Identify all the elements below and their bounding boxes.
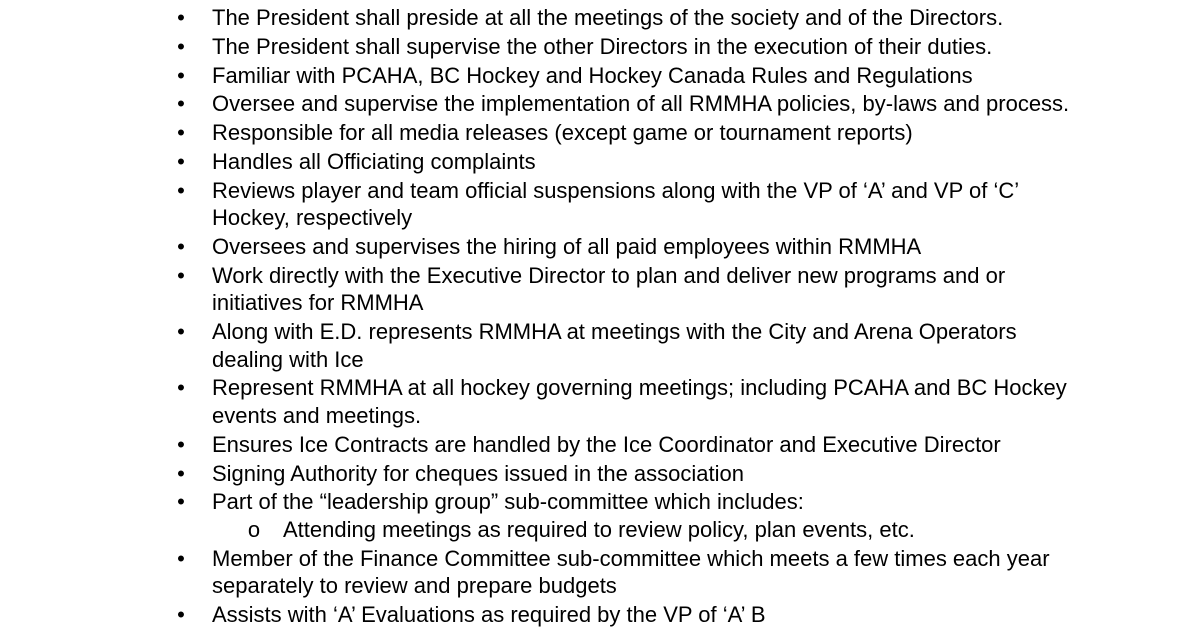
bullet-list [0, 4, 1200, 630]
list-item [0, 119, 1200, 147]
list-item-text: Reviews player and team official suspensions along with the VP of ‘A’ and VP of ‘C’ Hockey, respectively [212, 177, 1019, 231]
bullet-icon: • [177, 431, 185, 457]
bullet-icon: • [177, 545, 185, 571]
list-item-text: Signing Authority for cheques issued in the association [212, 460, 744, 486]
list-item [0, 4, 1200, 32]
list-item [0, 33, 1200, 61]
sub-list-item-text: Attending meetings as required to review policy, plan events, etc. [283, 516, 915, 542]
bullet-icon: • [177, 319, 185, 345]
list-item-text: Part of the “leadership group” sub-committee which includes: [212, 489, 804, 515]
sub-list-item [247, 516, 1080, 544]
list-item-text: The President shall supervise the other Directors in the execution of their duties. [212, 33, 993, 59]
hollow-bullet-icon: o [247, 516, 261, 542]
list-item-text: Oversees and supervises the hiring of all paid employees within RMMHA [212, 234, 922, 260]
list-item [0, 374, 1200, 429]
bullet-icon: • [177, 460, 185, 486]
list-item-text: Ensures Ice Contracts are handled by the Ice Coordinator and Executive Director [212, 431, 1001, 457]
list-item [0, 318, 1200, 373]
bullet-icon: • [177, 148, 185, 174]
list-item-text: Oversee and supervise the implementation of all RMMHA policies, by-laws and process. [212, 91, 1070, 117]
list-item-text: Along with E.D. represents RMMHA at meetings with the City and Arena Operators dealing with Ice [212, 319, 1017, 372]
bullet-icon: • [177, 91, 185, 117]
sub-bullet-list [212, 516, 1080, 544]
list-item-text: Assists with ‘A’ Evaluations as required by the VP of ‘A’ B [212, 601, 766, 627]
list-item [0, 177, 1200, 232]
bullet-icon: • [177, 5, 185, 30]
list-item [0, 431, 1200, 459]
bullet-icon: • [177, 375, 185, 401]
list-item [0, 233, 1200, 261]
list-item-text: Work directly with the Executive Director to plan and deliver new programs and or initiatives for RMMHA [212, 262, 1006, 316]
bullet-icon: • [177, 601, 185, 627]
list-item-text: Responsible for all media releases (except game or tournament reports) [212, 120, 913, 146]
bullet-icon: • [177, 120, 185, 146]
list-item-text: Represent RMMHA at all hockey governing meetings; including PCAHA and BC Hockey events and meetings. [212, 375, 1067, 428]
list-item-text: Familiar with PCAHA, BC Hockey and Hockey Canada Rules and Regulations [212, 62, 973, 88]
list-item [0, 62, 1200, 90]
list-item [0, 148, 1200, 176]
list-item [0, 262, 1200, 317]
list-item-text: Handles all Officiating complaints [212, 148, 536, 174]
bullet-icon: • [177, 177, 185, 203]
list-item [0, 545, 1200, 600]
list-item [0, 460, 1200, 488]
bullet-icon: • [177, 234, 185, 260]
list-item [0, 601, 1200, 629]
bullet-icon: • [177, 262, 185, 288]
bullet-icon: • [177, 62, 185, 88]
list-item-text: Member of the Finance Committee sub-committee which meets a few times each year separately to review and prepare budgets [212, 545, 1050, 599]
list-item [0, 488, 1200, 543]
bullet-icon: • [177, 489, 185, 515]
bullet-icon: • [177, 33, 185, 59]
list-item-text: The President shall preside at all the meetings of the society and of the Directors. [212, 5, 1004, 30]
list-item [0, 90, 1200, 118]
